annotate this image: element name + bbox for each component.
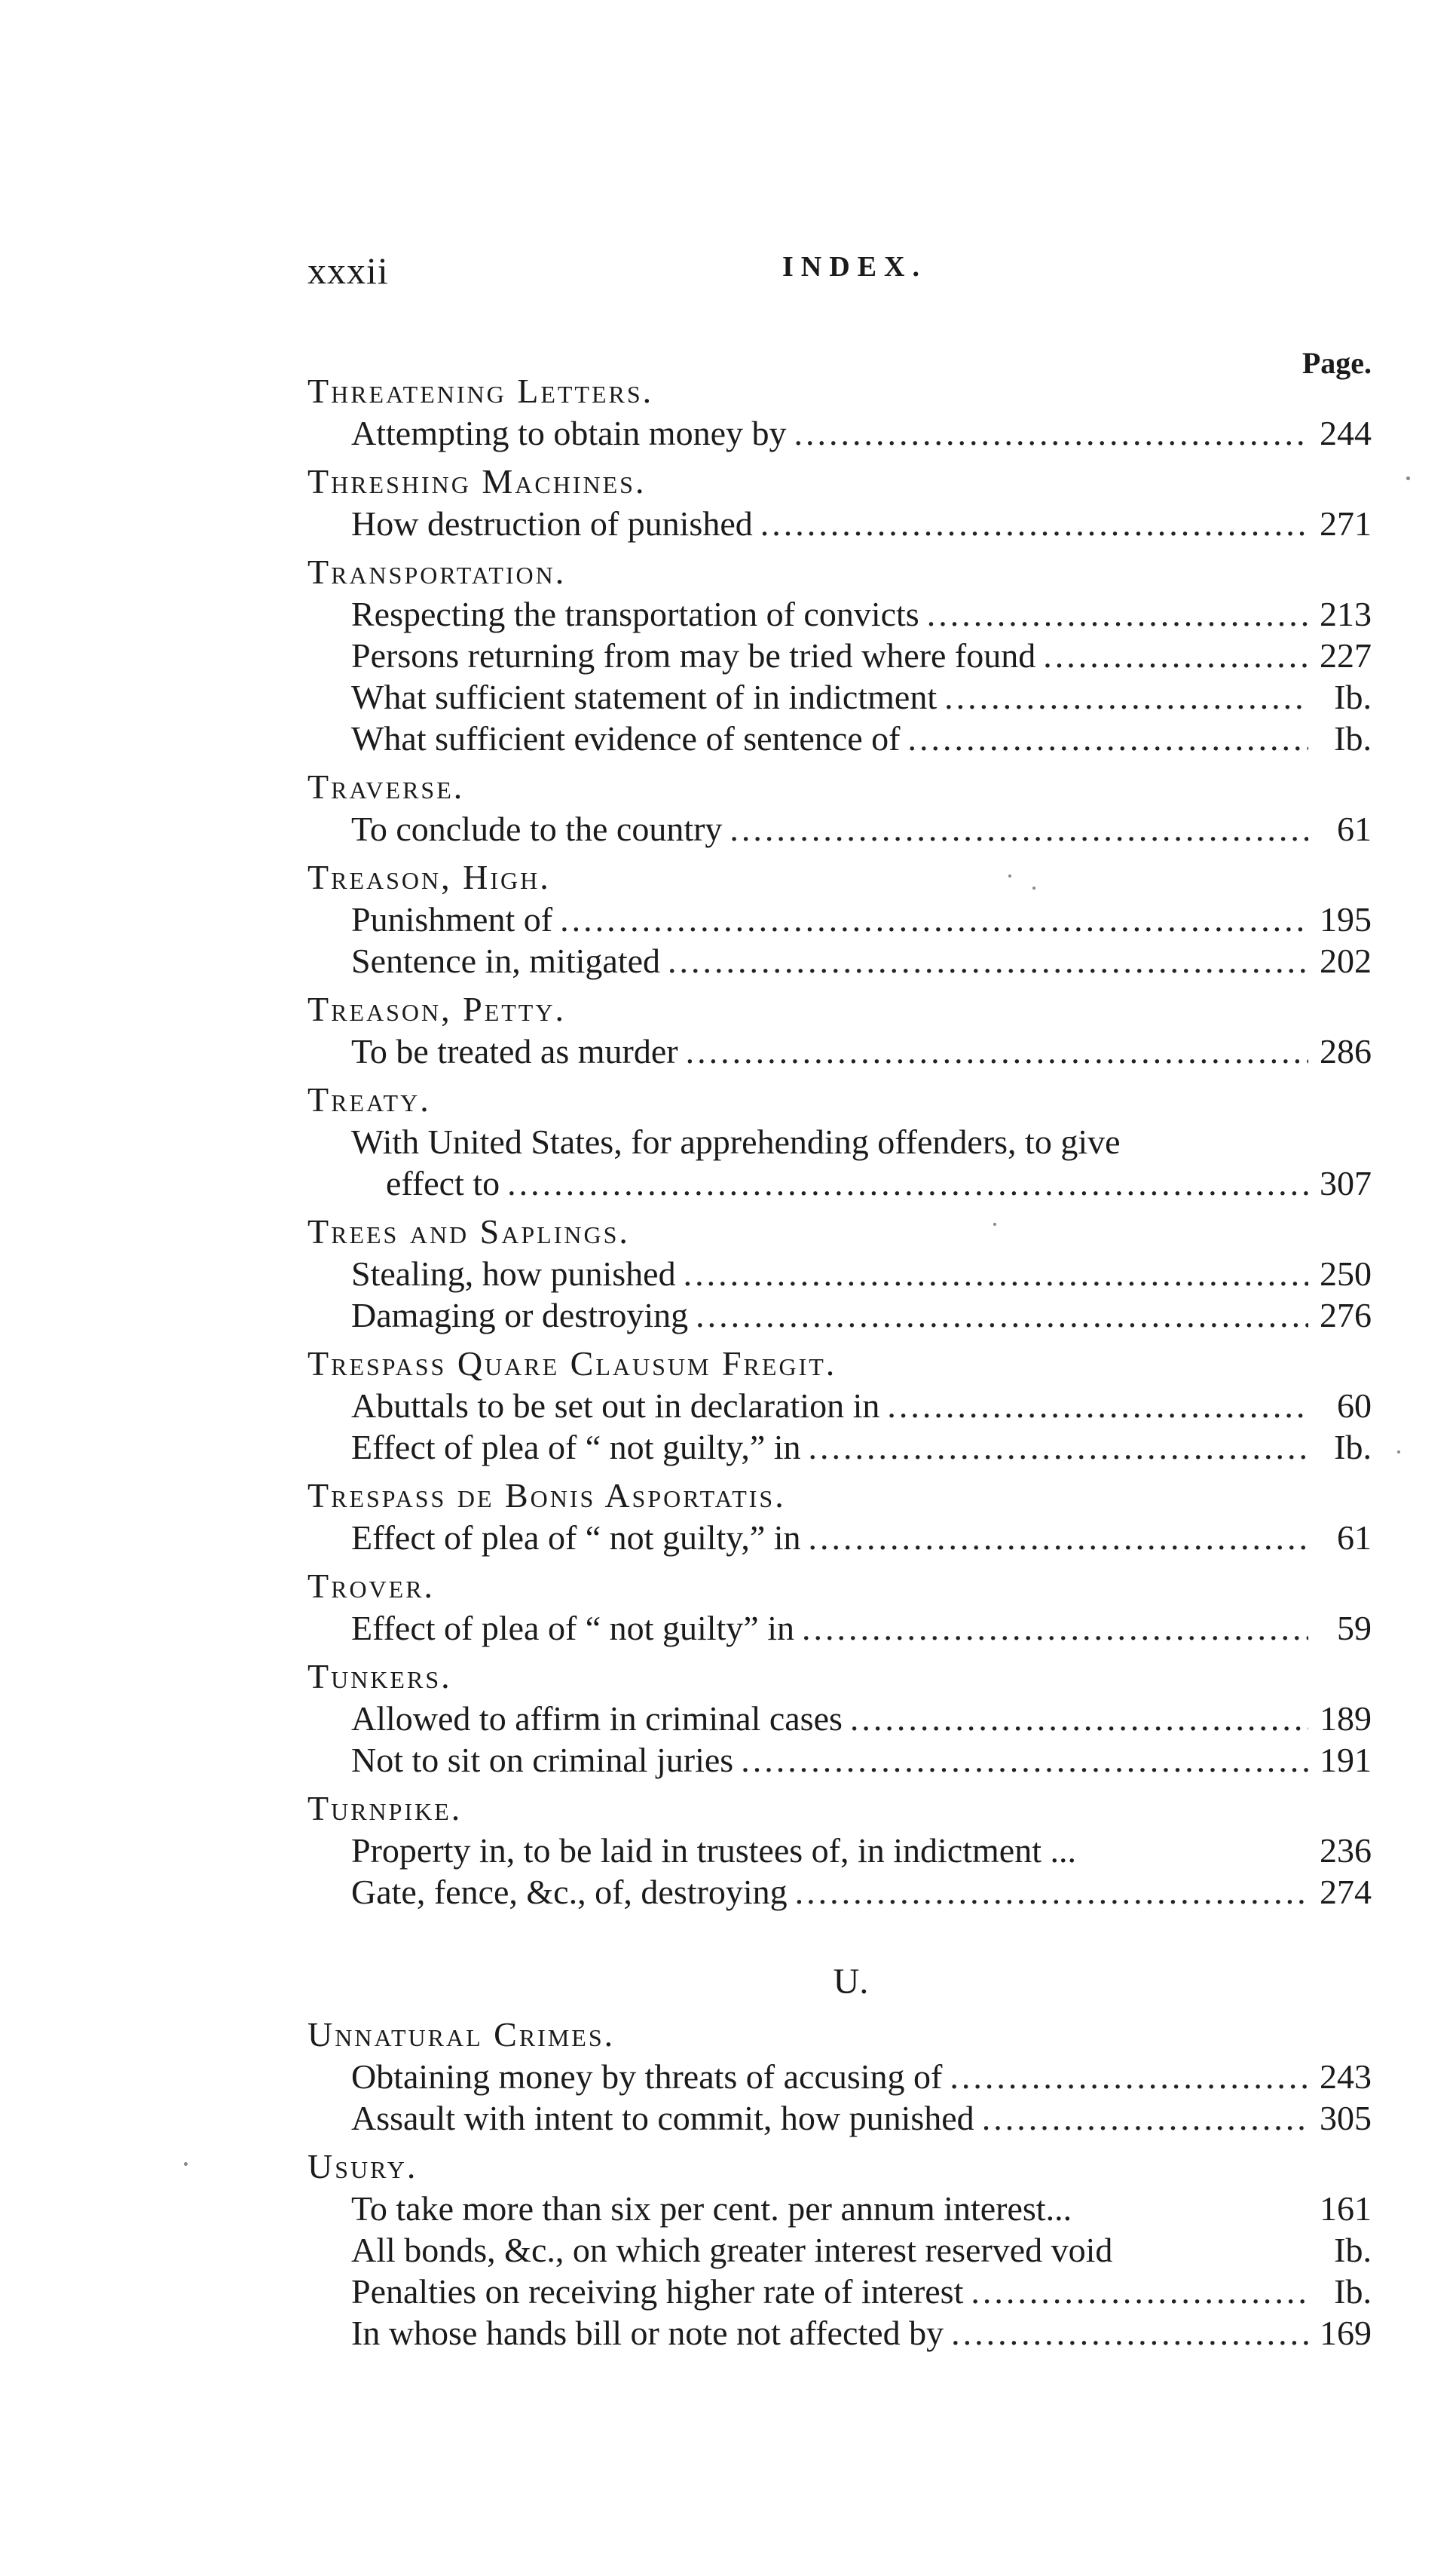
subentry-row [307, 2056, 1372, 2097]
page-number: 244 [1320, 414, 1372, 452]
subentry-row [307, 899, 1372, 940]
subentry-row [307, 1385, 1372, 1426]
scan-speck [1032, 887, 1035, 890]
subentry-text: Allowed to affirm in criminal cases [351, 1699, 843, 1738]
page-number: 161 [1320, 2189, 1372, 2228]
subentry-row [307, 2097, 1372, 2139]
index-entry-threshing-machines [307, 460, 1372, 544]
dot-leader [560, 899, 1308, 940]
subentry-text: To conclude to the country [351, 810, 723, 848]
dot-leader [951, 2312, 1308, 2354]
dot-leader [971, 2271, 1308, 2312]
page-number: Ib. [1334, 678, 1372, 716]
page-number: 250 [1320, 1254, 1372, 1293]
page-number: Ib. [1334, 2272, 1372, 2311]
dot-leader [950, 2056, 1308, 2097]
subentry-row [307, 1294, 1372, 1336]
subentry-row [307, 503, 1372, 544]
page-number: 189 [1320, 1699, 1372, 1738]
index-entry-threatening-letters [307, 369, 1372, 454]
page-number: 169 [1320, 2314, 1372, 2352]
subentry-row [307, 1830, 1372, 1871]
subentry-row [307, 635, 1372, 676]
dot-leader [809, 1426, 1308, 1468]
subentry-text: How destruction of punished [351, 504, 753, 543]
subentry-text: To take more than six per cent. per annum interest... [351, 2189, 1072, 2228]
subentry-row [307, 412, 1372, 454]
index-heading: Turnpike. [307, 1789, 463, 1827]
index-heading: Treaty. [307, 1080, 431, 1119]
index-heading: Usury. [307, 2147, 418, 2185]
subentry-text: To be treated as murder [351, 1032, 678, 1071]
index-entries [307, 369, 1372, 2360]
dot-leader [684, 1253, 1308, 1294]
subentry-text: Effect of plea of “ not guilty,” in [351, 1518, 801, 1557]
subentry-text: Effect of plea of “ not guilty” in [351, 1609, 795, 1647]
subentry-text: Punishment of [351, 900, 553, 939]
index-entry-treason-high [307, 856, 1372, 982]
index-entry-usury [307, 2145, 1372, 2354]
page-number: Ib. [1334, 1428, 1372, 1466]
index-entry-treaty [307, 1078, 1372, 1204]
dot-leader [802, 1607, 1308, 1649]
dot-leader [944, 676, 1308, 718]
index-heading: Treason, Petty. [307, 990, 566, 1028]
index-entry-transportation [307, 550, 1372, 759]
dot-leader [1043, 635, 1308, 676]
subentry-text: Not to sit on criminal juries [351, 1741, 734, 1779]
subentry-row [307, 2312, 1372, 2354]
subentry-row [307, 2188, 1372, 2229]
dot-leader [850, 1698, 1308, 1739]
subentry-row [307, 718, 1372, 759]
index-entry-treason-petty [307, 988, 1372, 1072]
subentry-row [307, 1517, 1372, 1558]
page-number: 191 [1320, 1741, 1372, 1779]
page-number: Ib. [1334, 719, 1372, 758]
subentry-text: Respecting the transportation of convicts [351, 595, 919, 633]
index-heading: Treason, High. [307, 858, 551, 896]
subentry-row [307, 1607, 1372, 1649]
dot-leader [809, 1517, 1308, 1558]
index-heading: Unnatural Crimes. [307, 2015, 616, 2054]
subentry-row [307, 1253, 1372, 1294]
scan-speck [184, 2162, 188, 2166]
subentry-text: Damaging or destroying [351, 1296, 689, 1334]
page-number: 227 [1320, 636, 1372, 675]
subentry-text: Abuttals to be set out in declaration in [351, 1386, 880, 1425]
dot-leader [795, 1871, 1308, 1913]
index-heading: Threatening Letters. [307, 372, 654, 410]
subentry-row [307, 593, 1372, 635]
subentry-row [307, 2229, 1372, 2271]
index-heading: Tunkers. [307, 1657, 452, 1695]
subentry-text: Obtaining money by threats of accusing of [351, 2057, 943, 2096]
page-number: Ib. [1334, 2231, 1372, 2269]
page-number: 271 [1320, 504, 1372, 543]
subentry-text: effect to [386, 1164, 500, 1202]
section-letter-u: U. [833, 1962, 869, 2002]
index-section-t [307, 369, 1372, 1913]
index-entry-traverse [307, 765, 1372, 850]
scan-speck [1406, 476, 1410, 480]
page-number: 276 [1320, 1296, 1372, 1334]
scan-speck [1008, 874, 1011, 878]
page-number: 195 [1320, 900, 1372, 939]
index-heading: Transportation. [307, 553, 567, 591]
dot-leader [668, 940, 1308, 982]
dot-leader [887, 1385, 1308, 1426]
index-entry-trees-and-saplings [307, 1210, 1372, 1336]
page-title: INDEX. [782, 251, 927, 283]
subentry-row [307, 1698, 1372, 1739]
index-entry-turnpike [307, 1787, 1372, 1913]
subentry-row [307, 1739, 1372, 1781]
dot-leader [760, 503, 1308, 544]
page-number: 243 [1320, 2057, 1372, 2096]
index-heading: Traverse. [307, 767, 465, 806]
subentry-row [307, 1871, 1372, 1913]
dot-leader [696, 1294, 1308, 1336]
subentry-text: All bonds, &c., on which greater interest reserved void [351, 2231, 1113, 2269]
index-heading: Threshing Machines. [307, 462, 647, 501]
page-number: 213 [1320, 595, 1372, 633]
page-number: 307 [1320, 1164, 1372, 1202]
subentry-row [307, 1426, 1372, 1468]
subentry-text: What sufficient evidence of sentence of [351, 719, 901, 758]
subentry-text: Property in, to be laid in trustees of, in indictment ... [351, 1831, 1077, 1870]
page-folio: xxxii [307, 250, 389, 292]
dot-leader [730, 808, 1308, 850]
scan-speck [993, 1223, 996, 1226]
subentry-text: What sufficient statement of in indictment [351, 678, 938, 716]
dot-leader [741, 1739, 1308, 1781]
dot-leader [686, 1031, 1308, 1072]
index-entry-trespass-de-bonis-asportatis [307, 1474, 1372, 1558]
subentry-text: Persons returning from may be tried where found [351, 636, 1036, 675]
subentry-row [307, 2271, 1372, 2312]
scan-speck [1397, 1450, 1400, 1453]
dot-leader [927, 593, 1308, 635]
index-heading: Trespass de Bonis Asportatis. [307, 1476, 786, 1515]
subentry-text: Attempting to obtain money by [351, 414, 787, 452]
page-number: 305 [1320, 2099, 1372, 2137]
page-number: 59 [1337, 1609, 1372, 1647]
dot-leader [982, 2097, 1308, 2139]
page-number: 274 [1320, 1873, 1372, 1911]
subentry-text: Assault with intent to commit, how punished [351, 2099, 974, 2137]
subentry-row [307, 808, 1372, 850]
subentry-row [307, 1031, 1372, 1072]
index-heading: Trespass Quare Clausum Fregit. [307, 1344, 837, 1383]
index-heading: Trees and Saplings. [307, 1212, 630, 1251]
subentry-row [307, 1162, 1372, 1204]
page-number: 60 [1337, 1386, 1372, 1425]
index-entry-tunkers [307, 1655, 1372, 1781]
subentry-text: Sentence in, mitigated [351, 942, 661, 980]
dot-leader [507, 1162, 1308, 1204]
page-number: 236 [1320, 1831, 1372, 1870]
index-section-u [307, 2013, 1372, 2354]
subentry-text: Stealing, how punished [351, 1254, 676, 1293]
page-number: 61 [1337, 1518, 1372, 1557]
running-head [307, 249, 1372, 294]
dot-leader [794, 412, 1309, 454]
dot-leader [907, 718, 1308, 759]
subentry-text: Gate, fence, &c., of, destroying [351, 1873, 788, 1911]
page-number: 286 [1320, 1032, 1372, 1071]
index-entry-trover [307, 1564, 1372, 1649]
subentry-text-first-line: With United States, for apprehending offenders, to give [351, 1123, 1121, 1161]
page-column-heading: Page. [1302, 346, 1372, 380]
index-entry-trespass-quare-clausum-fregit [307, 1342, 1372, 1468]
page-number: 202 [1320, 942, 1372, 980]
index-heading: Trover. [307, 1567, 436, 1605]
page-number: 61 [1337, 810, 1372, 848]
subentry-text: Penalties on receiving higher rate of interest [351, 2272, 964, 2311]
subentry-text: Effect of plea of “ not guilty,” in [351, 1428, 801, 1466]
subentry-row [307, 676, 1372, 718]
index-entry-unnatural-crimes [307, 2013, 1372, 2139]
subentry-row [307, 940, 1372, 982]
subentry-text: In whose hands bill or note not affected by [351, 2314, 944, 2352]
